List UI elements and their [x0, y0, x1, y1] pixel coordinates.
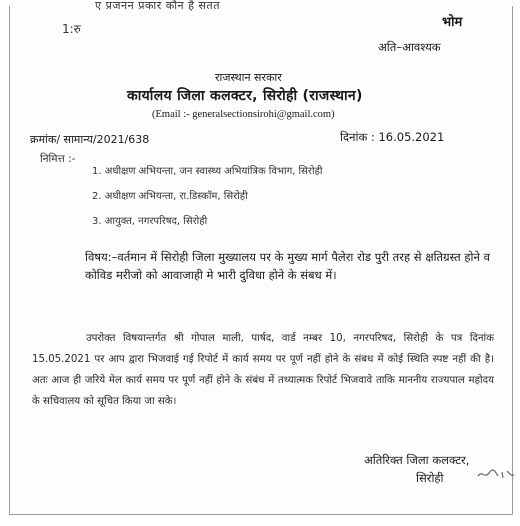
office-email: (Email :- generalsectionsirohi@gmail.com): [152, 109, 335, 120]
government-name: राजस्थान सरकार: [215, 71, 282, 84]
list-item: 1. अधीक्षण अभियन्ता, जन स्वास्थ्य अभियांत्रिक विभाग, सिरोही: [92, 166, 323, 177]
recipient-list: [92, 165, 323, 240]
letter-body: उपरोक्त विषयान्तर्गत श्री गोपाल माली, पार्षद, वार्ड नम्बर 10, नगरपरिषद, सिरोही के पत्र दिनांक 15.05.2021 पर आप द्वारा भिजवाई गई रिपोर्ट में कार्य समय पर पूर्ण नहीं होने के संबध में कोई स्थिति स्पष्ट नहीं की है। अतः आज ही जरिये मेल कार्य समय पर पूर्ण नहीं होने के संबंध में तथ्यात्मक रिपोर्ट भिजवावे ताकि माननीय राज्यपाल महोदय के सचिवालय को सूचित किया जा सके।: [32, 333, 494, 407]
office-title: कार्यालय जिला कलक्टर, सिरोही (राजस्थान): [127, 88, 363, 104]
signatory-place: सिरोही: [416, 471, 444, 485]
signatory-title: अतिरिक्त जिला कलक्टर,: [364, 453, 470, 467]
copy-to-label: निमित्त :-: [40, 153, 76, 165]
office-stamp: 1:रु: [62, 22, 81, 36]
list-item: 2. अधीक्षण अभियन्ता, रा.डिस्कॉम, सिरोही: [92, 191, 248, 202]
subject-line: विषय:–वर्तमान में सिरोही जिला मुख्यालय पर के मुख्य मार्ग पैलेरा रोड पुरी तरह से क्षतिग्रस्त होने व कोविड मरीजो को आवाजाही मे भारी दुविधा होने के संबध में।: [85, 250, 490, 282]
cut-off-header-text: ए प्रजनन प्रकार कौन है सतत: [95, 0, 220, 12]
reference-number: क्रमांक/ सामान्य/2021/638: [30, 133, 150, 146]
letter-date: दिनांक : 16.05.2021: [340, 130, 445, 144]
letter-page: [9, 0, 513, 515]
handwritten-signature: [476, 467, 516, 481]
list-item: 3. आयुक्त, नगरपरिषद, सिरोही: [92, 216, 208, 227]
handwritten-mark: भोम: [442, 15, 463, 30]
urgent-label: अति–आवश्यक: [378, 40, 441, 54]
